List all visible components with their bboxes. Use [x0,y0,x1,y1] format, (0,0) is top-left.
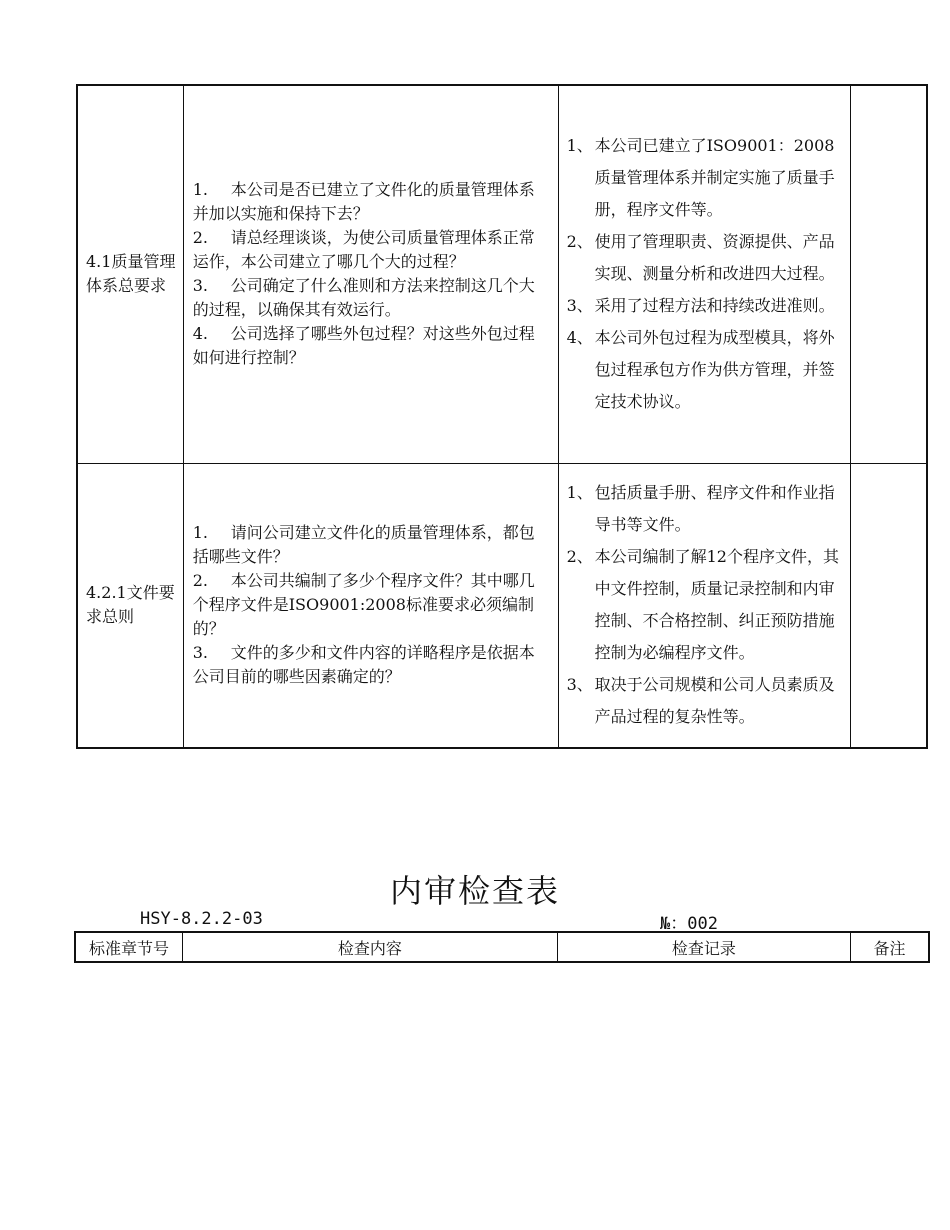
header-std-clause: 标准章节号 [75,932,183,962]
header-note: 备注 [851,932,929,962]
record-item: 3、 采用了过程方法和持续改进准则。 [566,296,835,316]
record-item: 2、 使用了管理职责、资源提供、产品实现、测量分析和改进四大过程。 [566,232,835,284]
form-number: №：002 [660,914,718,934]
record-item: 2、 本公司编制了解12个程序文件，其中文件控制，质量记录控制和内审控制、不合格控制、纠正预防措施控制为必编程序文件。 [566,547,839,663]
check-record-cell [558,463,851,748]
header-row [75,932,929,962]
form-code: HSY-8.2.2-03 [140,909,263,929]
audit-table-header [74,931,930,963]
header-check-content: 检查内容 [183,932,558,962]
std-clause-text: 4.1质量管理体系总要求 [86,252,176,296]
question-item: 3. 公司确定了什么准则和方法来控制这几个大的过程，以确保其有效运行。 [192,276,535,320]
std-clause-text: 4.2.1文件要求总则 [86,583,175,627]
record-item: 4、 本公司外包过程为成型模具，将外包过程承包方作为供方管理，并签定技术协议。 [566,328,835,412]
form-title: 内审检查表 [389,872,560,910]
table-row [77,85,927,463]
question-item: 4. 公司选择了哪些外包过程？对这些外包过程如何进行控制？ [192,324,535,368]
record-item: 1、 包括质量手册、程序文件和作业指导书等文件。 [566,483,835,535]
audit-table-continued [76,84,928,749]
check-content-cell [183,463,558,748]
std-clause-cell [77,85,183,463]
check-record-cell [558,85,851,463]
note-cell [851,85,927,463]
question-item: 1. 本公司是否已建立了文件化的质量管理体系并加以实施和保持下去？ [192,180,535,224]
std-clause-cell [77,463,183,748]
check-content-cell [183,85,558,463]
question-item: 2. 本公司共编制了多少个程序文件？其中哪几个程序文件是ISO9001:2008标准要求必须编制的？ [192,571,535,639]
question-item: 3. 文件的多少和文件内容的详略程序是依据本公司目前的哪些因素确定的？ [192,643,535,687]
record-item: 1、 本公司已建立了ISO9001：2008质量管理体系并制定实施了质量手册，程序文件等。 [566,136,835,220]
record-item: 3、 取决于公司规模和公司人员素质及产品过程的复杂性等。 [566,675,835,727]
table-row [77,463,927,748]
note-cell [851,463,927,748]
question-item: 2. 请总经理谈谈，为使公司质量管理体系正常运作，本公司建立了哪几个大的过程？ [192,228,535,272]
question-item: 1. 请问公司建立文件化的质量管理体系，都包括哪些文件？ [192,523,535,567]
header-check-record: 检查记录 [557,932,850,962]
